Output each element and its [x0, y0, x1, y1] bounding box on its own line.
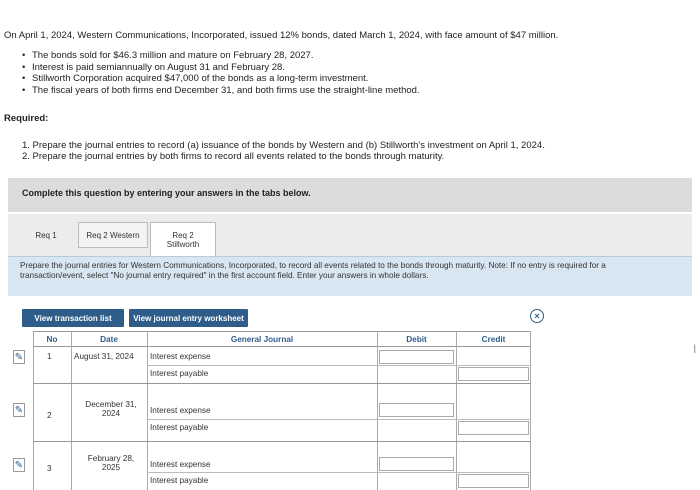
header-credit: Credit: [456, 331, 531, 347]
edit-pencil-icon[interactable]: ✎: [14, 404, 24, 416]
required-heading: Required:: [4, 113, 49, 124]
header-general-journal: General Journal: [147, 331, 377, 347]
close-icon[interactable]: ×: [530, 309, 544, 323]
row-number: 2: [47, 411, 52, 420]
column-divider: [377, 331, 378, 490]
instruction-text: Complete this question by entering your answers in the tabs below.: [22, 188, 311, 198]
bullet-item: • Interest is paid semiannually on August 31 and February 28.: [22, 62, 420, 74]
row-divider: [147, 419, 531, 420]
debit-input[interactable]: [379, 457, 454, 471]
row-date: August 31, 2024: [74, 352, 134, 361]
header-no: No: [33, 331, 71, 347]
column-divider: [71, 331, 72, 490]
column-divider: [530, 331, 531, 490]
account-name[interactable]: Interest expense: [150, 406, 211, 415]
edit-pencil-icon[interactable]: ✎: [14, 351, 24, 363]
header-date: Date: [71, 331, 147, 347]
row-divider: [33, 383, 531, 384]
tab-label-line: Stillworth: [166, 239, 200, 249]
tab-req1[interactable]: Req 1: [35, 230, 57, 240]
tabs-bar: [8, 214, 692, 256]
view-journal-worksheet-button[interactable]: View journal entry worksheet: [129, 309, 248, 327]
tab-label-line: Req 2: [172, 230, 194, 240]
credit-input[interactable]: [458, 474, 529, 488]
journal-table: [7, 331, 531, 490]
problem-intro: On April 1, 2024, Western Communications, Incorporated, issued 12% bonds, dated March 1, 2024, with face amount of $47 million.: [4, 30, 559, 41]
view-transaction-list-button[interactable]: View transaction list: [22, 309, 124, 327]
row-number: 3: [47, 464, 52, 473]
header-debit: Debit: [377, 331, 456, 347]
bullet-item: • The fiscal years of both firms end December 31, and both firms use the straight-line method.: [22, 85, 420, 97]
instruction-bar: [8, 178, 692, 212]
tab-req2-stillworth[interactable]: [150, 222, 216, 256]
requirement-item: 1. Prepare the journal entries to record (a) issuance of the bonds by Western and (b) Stillworth's investment on April 1, 2024.: [22, 140, 545, 151]
column-divider: [456, 331, 457, 490]
bullet-item: • The bonds sold for $46.3 million and mature on February 28, 2027.: [22, 50, 420, 62]
account-name[interactable]: Interest payable: [150, 369, 209, 378]
row-divider: [147, 365, 531, 366]
credit-input[interactable]: [458, 421, 529, 435]
prompt-box: [8, 256, 692, 296]
bullet-item: • Stillworth Corporation acquired $47,000 of the bonds as a long-term investment.: [22, 73, 420, 85]
column-divider: [147, 331, 148, 490]
row-divider: [33, 441, 531, 442]
credit-input[interactable]: [458, 367, 529, 381]
problem-bullets: [22, 50, 420, 96]
requirements-list: [22, 140, 545, 162]
account-name[interactable]: Interest payable: [150, 423, 209, 432]
row-number: 1: [47, 352, 52, 361]
row-divider: [147, 472, 531, 473]
account-name[interactable]: Interest expense: [150, 460, 211, 469]
row-date: December 31, 2024: [85, 400, 137, 418]
prompt-text: Prepare the journal entries for Western Communications, Incorporated, to record all events related to the bonds through maturity. Note: If no entry is required for a transaction/event, select "No journal entry required" in the first account field. Enter your answers in whole dollars.: [20, 261, 606, 280]
row-date: February 28, 2025: [87, 454, 135, 472]
requirement-item: 2. Prepare the journal entries by both firms to record all events related to the bonds through maturity.: [22, 151, 445, 162]
debit-input[interactable]: [379, 403, 454, 417]
edge-glyph: I: [693, 342, 697, 356]
account-name[interactable]: Interest payable: [150, 476, 209, 485]
tab-req2-western[interactable]: Req 2 Western: [78, 222, 148, 248]
account-name[interactable]: Interest expense: [150, 352, 211, 361]
edit-pencil-icon[interactable]: ✎: [14, 459, 24, 471]
debit-input[interactable]: [379, 350, 454, 364]
column-divider: [33, 331, 34, 490]
